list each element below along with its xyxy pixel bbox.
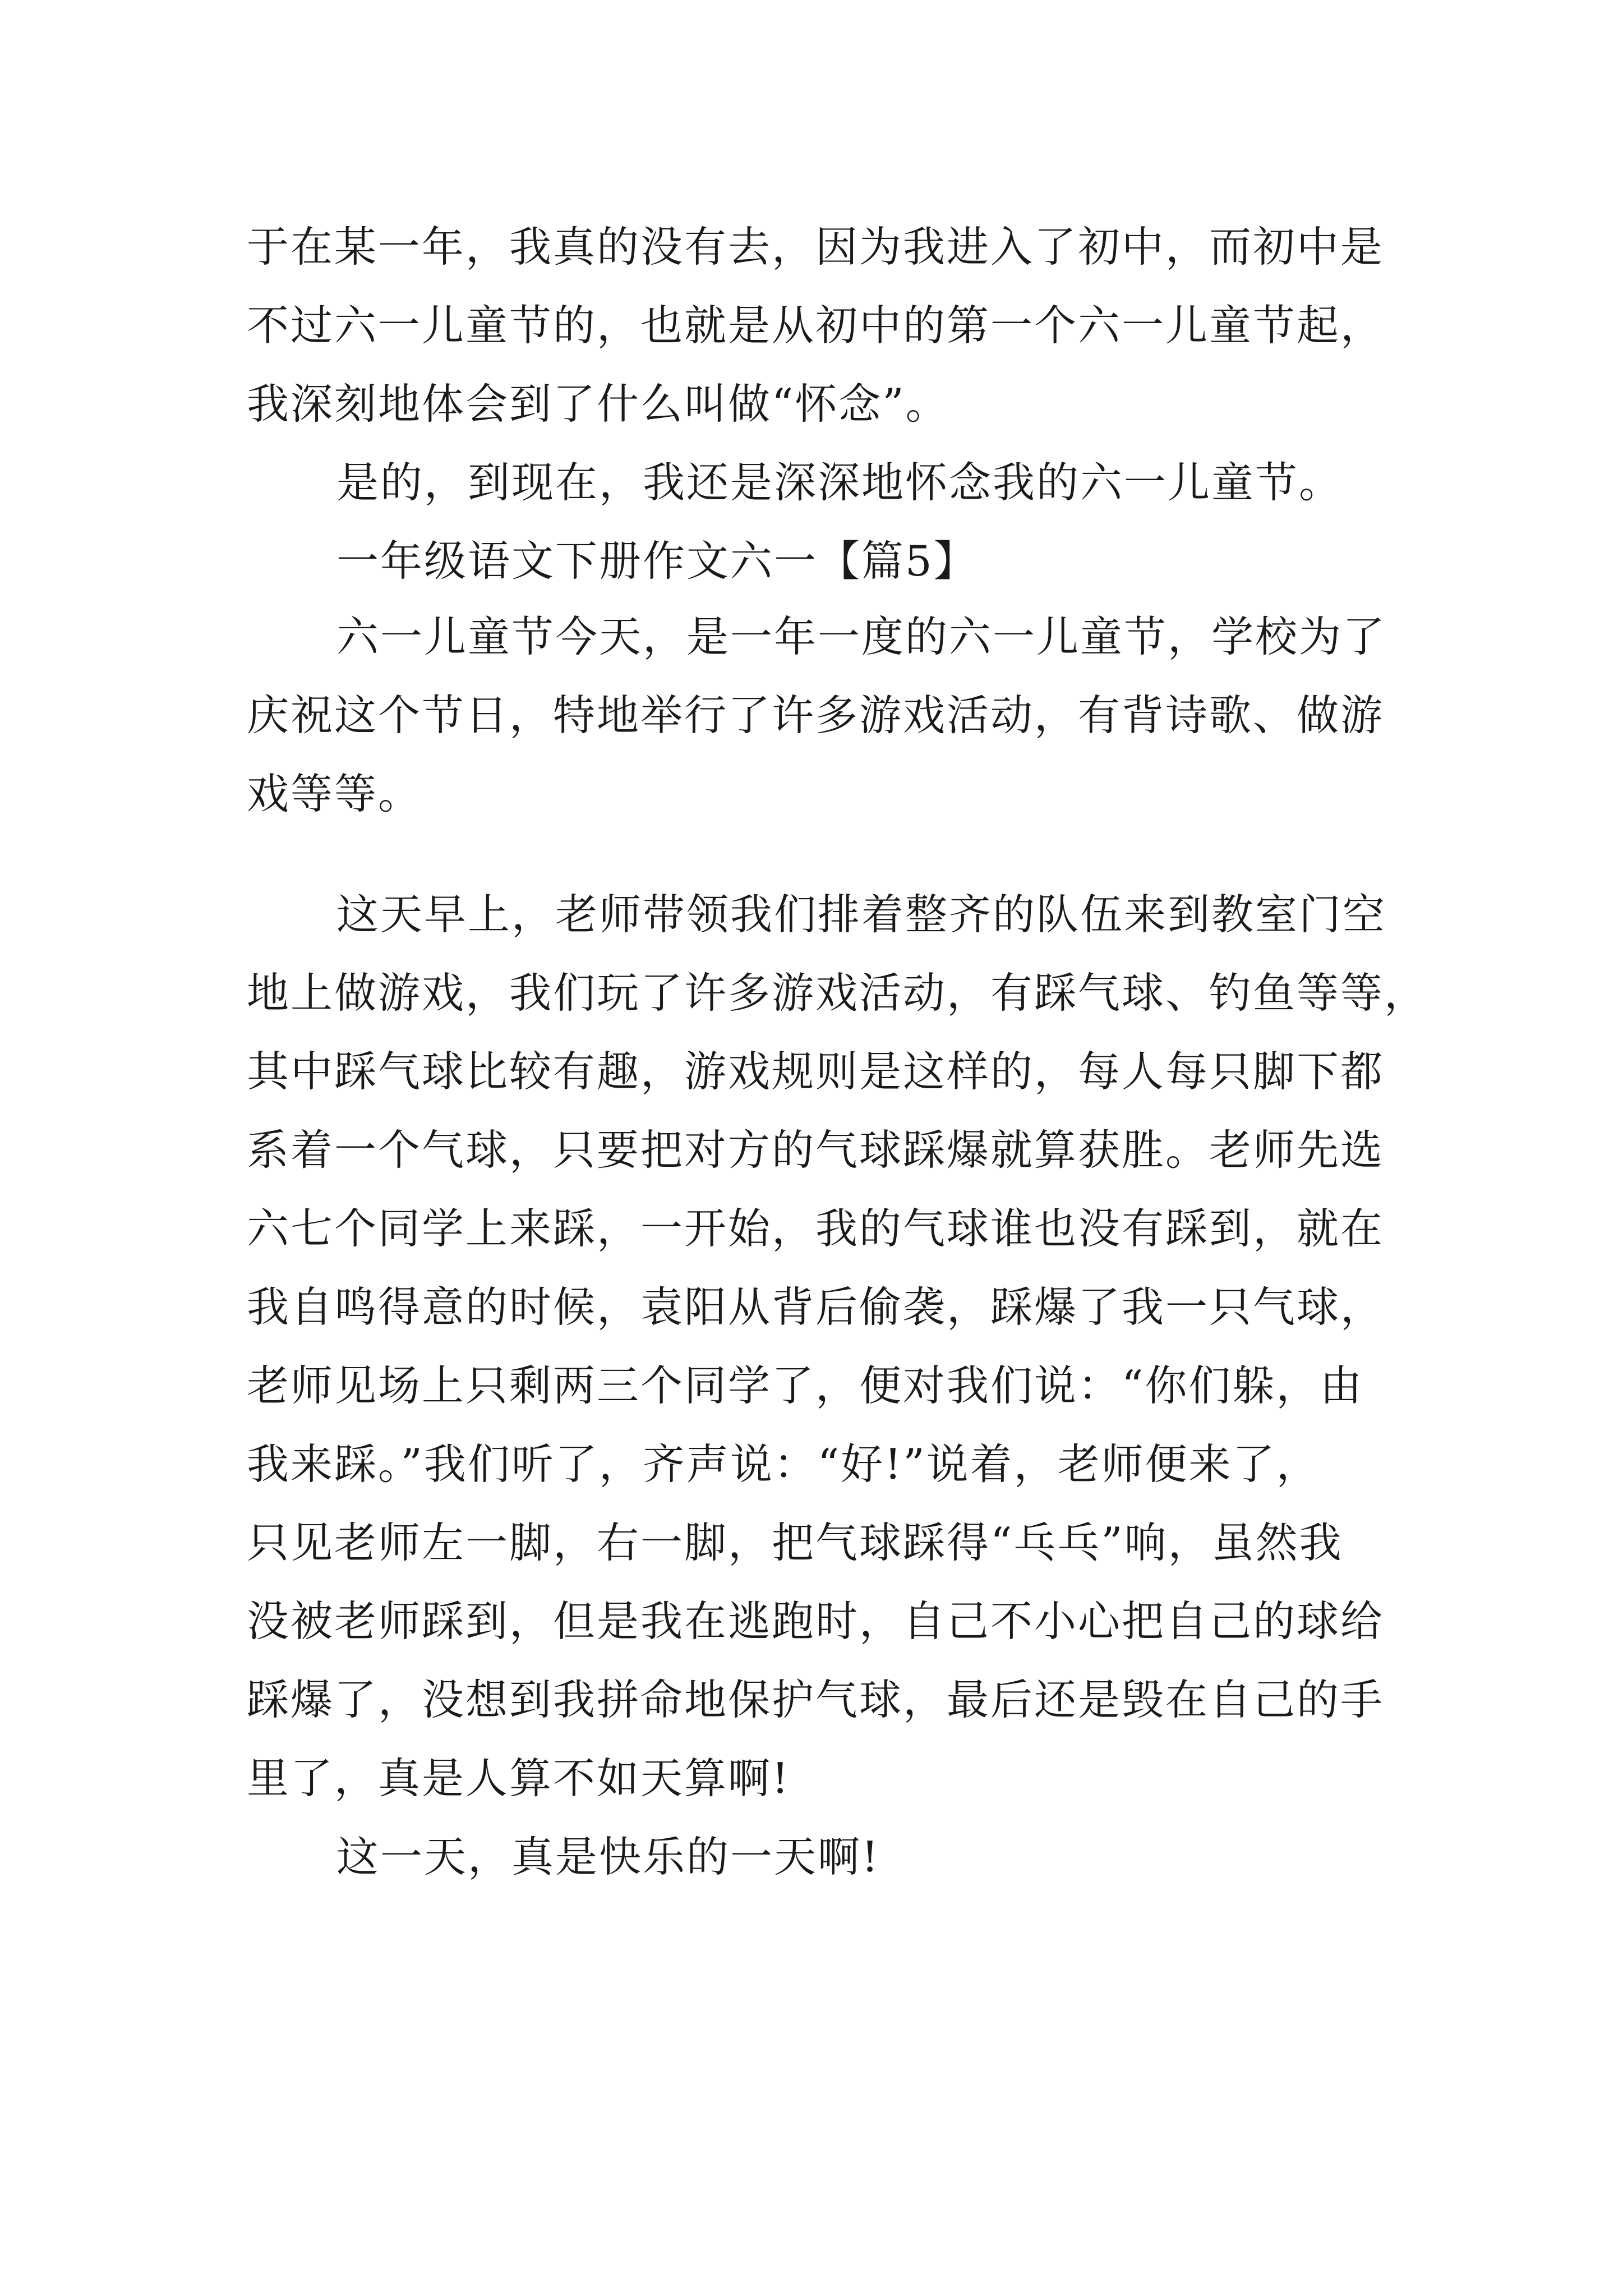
text-line: 庆祝这个节日，特地举行了许多游戏活动，有背诗歌、做游 xyxy=(247,691,1385,740)
text-line: 是的，到现在，我还是深深地怀念我的六一儿童节。 xyxy=(336,458,1343,507)
text-line: 没被老师踩到，但是我在逃跑时，自己不小心把自己的球给 xyxy=(247,1596,1385,1646)
text-line: 六一儿童节今天，是一年一度的六一儿童节，学校为了 xyxy=(336,612,1387,661)
text-line: 我自鸣得意的时候，袁阳从背后偷袭，踩爆了我一只气球， xyxy=(247,1282,1385,1332)
section-heading: 一年级语文下册作文六一【篇5】 xyxy=(336,536,978,586)
text-line: 不过六一儿童节的，也就是从初中的第一个六一儿童节起， xyxy=(247,301,1385,350)
text-line: 我来踩。”我们听了，齐声说：“好!”说着，老师便来了， xyxy=(247,1439,1320,1489)
text-line: 这天早上，老师带领我们排着整齐的队伍来到教室门空 xyxy=(336,890,1387,939)
text-line: 系着一个气球，只要把对方的气球踩爆就算获胜。老师先选 xyxy=(247,1125,1385,1175)
text-line: 踩爆了，没想到我拼命地保护气球，最后还是毁在自己的手 xyxy=(247,1675,1385,1724)
text-line: 只见老师左一脚，右一脚，把气球踩得“乓乓”响，虽然我 xyxy=(247,1518,1343,1567)
text-line: 这一天，真是快乐的一天啊! xyxy=(336,1832,880,1881)
text-line: 里了，真是人算不如天算啊! xyxy=(247,1754,791,1803)
text-line: 其中踩气球比较有趣，游戏规则是这样的，每人每只脚下都 xyxy=(247,1047,1385,1096)
text-line: 我深刻地体会到了什么叫做“怀念”。 xyxy=(247,379,949,429)
text-line: 于在某一年，我真的没有去，因为我进入了初中，而初中是 xyxy=(247,222,1385,272)
text-line: 戏等等。 xyxy=(247,769,422,818)
text-line: 六七个同学上来踩，一开始，我的气球谁也没有踩到，就在 xyxy=(247,1204,1385,1253)
text-line: 地上做游戏，我们玩了许多游戏活动，有踩气球、钓鱼等等， xyxy=(247,968,1428,1018)
text-line: 老师见场上只剩两三个同学了，便对我们说：“你们躲，由 xyxy=(247,1361,1364,1410)
